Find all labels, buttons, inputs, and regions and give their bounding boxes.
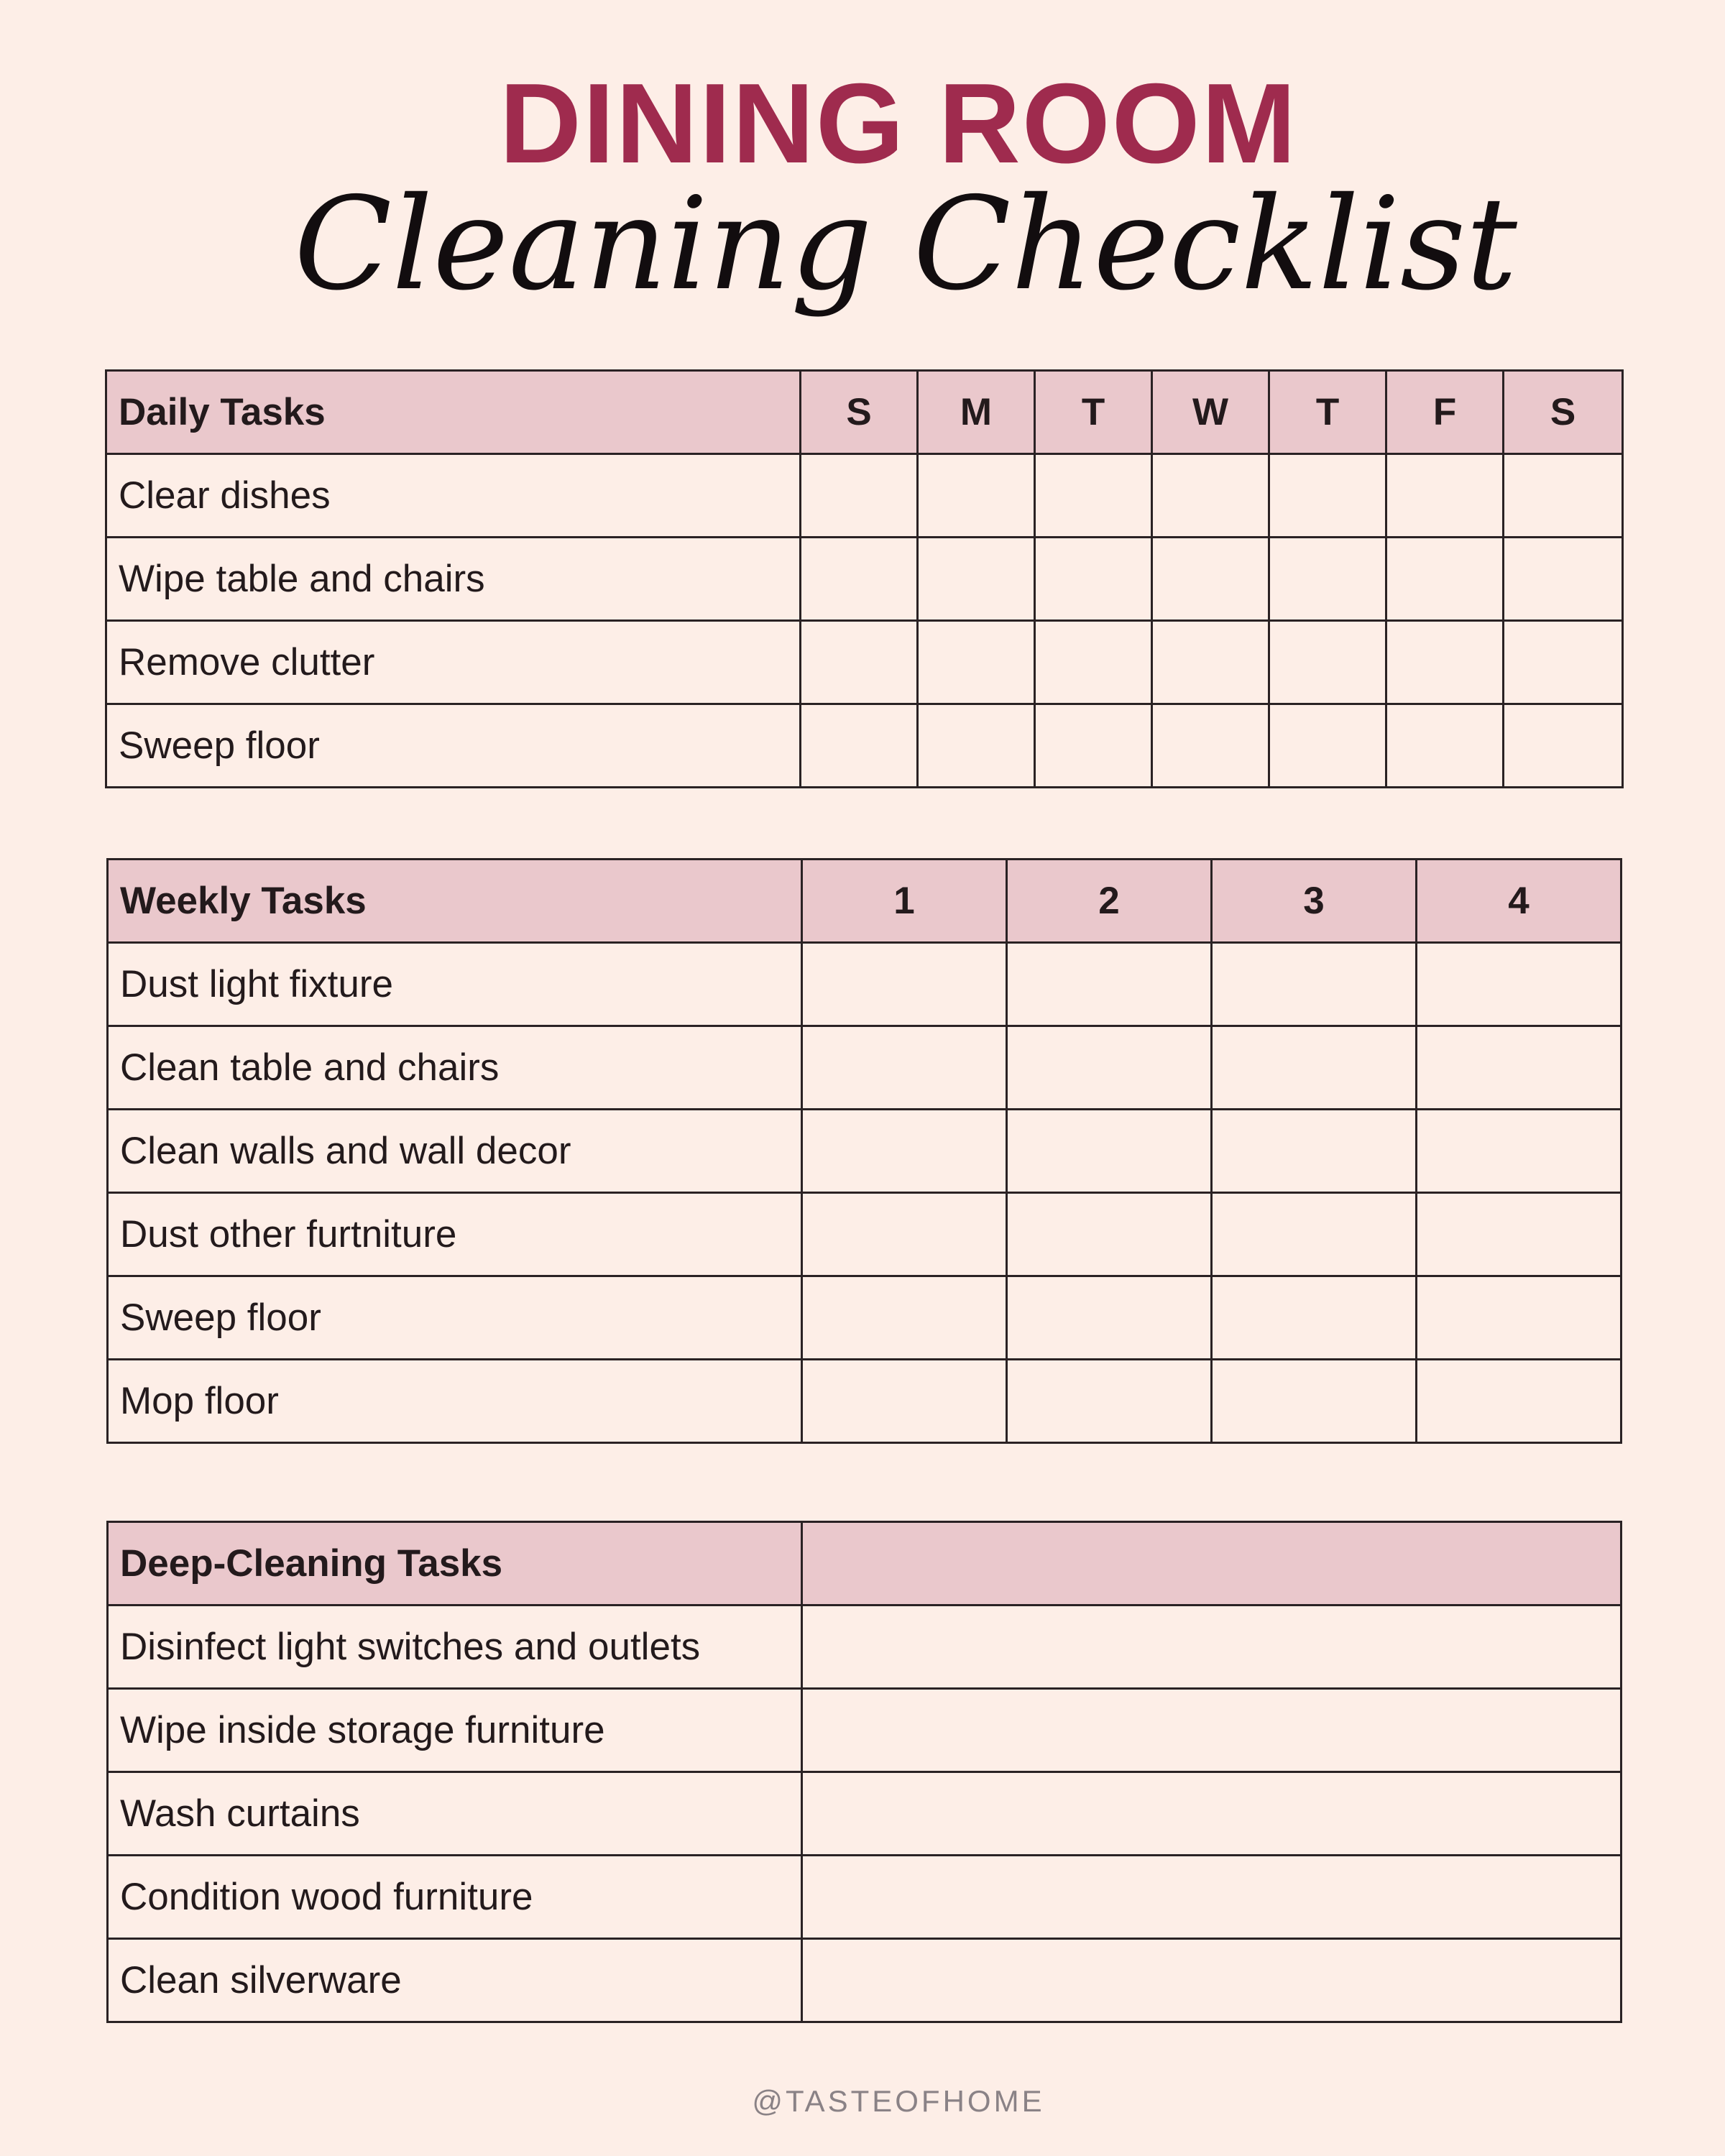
weekly-task-label: Mop floor xyxy=(108,1360,802,1443)
weekly-check-box[interactable] xyxy=(1417,1360,1622,1443)
deep-check-box[interactable] xyxy=(802,1689,1622,1772)
daily-check-box[interactable] xyxy=(918,454,1035,538)
daily-check-box[interactable] xyxy=(1152,454,1269,538)
day-header-sunday: S xyxy=(801,371,918,454)
day-header-tuesday: T xyxy=(1035,371,1152,454)
deep-task-label: Disinfect light switches and outlets xyxy=(108,1606,802,1689)
weekly-check-box[interactable] xyxy=(1417,1026,1622,1110)
weekly-header-label: Weekly Tasks xyxy=(108,860,802,943)
daily-check-box[interactable] xyxy=(918,621,1035,704)
week-header-4: 4 xyxy=(1417,860,1622,943)
daily-check-box[interactable] xyxy=(1386,621,1504,704)
daily-check-box[interactable] xyxy=(1152,704,1269,788)
daily-check-box[interactable] xyxy=(1386,538,1504,621)
deep-task-row xyxy=(108,1856,1622,1939)
weekly-check-box[interactable] xyxy=(1417,943,1622,1026)
weekly-task-row xyxy=(108,1026,1622,1110)
daily-check-box[interactable] xyxy=(1504,538,1623,621)
weekly-check-box[interactable] xyxy=(802,1193,1007,1276)
weekly-check-box[interactable] xyxy=(1212,1026,1417,1110)
weekly-check-box[interactable] xyxy=(1212,1360,1417,1443)
weekly-task-row xyxy=(108,943,1622,1026)
week-header-3: 3 xyxy=(1212,860,1417,943)
daily-check-box[interactable] xyxy=(801,704,918,788)
weekly-check-box[interactable] xyxy=(1212,1276,1417,1360)
weekly-task-label: Clean table and chairs xyxy=(108,1026,802,1110)
day-header-friday: F xyxy=(1386,371,1504,454)
daily-check-box[interactable] xyxy=(1386,454,1504,538)
weekly-task-row xyxy=(108,1360,1622,1443)
daily-check-box[interactable] xyxy=(1152,621,1269,704)
deep-check-box[interactable] xyxy=(802,1856,1622,1939)
daily-task-row xyxy=(106,538,1623,621)
weekly-check-box[interactable] xyxy=(1007,943,1212,1026)
deep-task-label: Wash curtains xyxy=(108,1772,802,1856)
weekly-check-box[interactable] xyxy=(802,943,1007,1026)
day-header-monday: M xyxy=(918,371,1035,454)
weekly-check-box[interactable] xyxy=(802,1026,1007,1110)
day-header-wednesday: W xyxy=(1152,371,1269,454)
daily-check-box[interactable] xyxy=(1035,704,1152,788)
weekly-check-box[interactable] xyxy=(1007,1026,1212,1110)
weekly-check-box[interactable] xyxy=(1007,1193,1212,1276)
day-header-saturday: S xyxy=(1504,371,1623,454)
daily-check-box[interactable] xyxy=(918,538,1035,621)
weekly-task-label: Clean walls and wall decor xyxy=(108,1110,802,1193)
weekly-task-label: Dust other furtniture xyxy=(108,1193,802,1276)
daily-check-box[interactable] xyxy=(801,621,918,704)
deep-check-box[interactable] xyxy=(802,1939,1622,2022)
weekly-check-box[interactable] xyxy=(1007,1360,1212,1443)
daily-task-row xyxy=(106,704,1623,788)
week-header-1: 1 xyxy=(802,860,1007,943)
week-header-2: 2 xyxy=(1007,860,1212,943)
weekly-check-box[interactable] xyxy=(802,1360,1007,1443)
daily-tasks-table xyxy=(105,369,1624,788)
deep-header-blank-cell xyxy=(802,1522,1622,1606)
weekly-check-box[interactable] xyxy=(802,1110,1007,1193)
daily-check-box[interactable] xyxy=(1269,621,1386,704)
deep-header-label: Deep-Cleaning Tasks xyxy=(108,1522,802,1606)
daily-header-label: Daily Tasks xyxy=(106,371,801,454)
deep-task-label: Clean silverware xyxy=(108,1939,802,2022)
weekly-check-box[interactable] xyxy=(1417,1110,1622,1193)
weekly-check-box[interactable] xyxy=(1007,1110,1212,1193)
weekly-check-box[interactable] xyxy=(1212,943,1417,1026)
weekly-check-box[interactable] xyxy=(802,1276,1007,1360)
daily-check-box[interactable] xyxy=(801,538,918,621)
deep-check-box[interactable] xyxy=(802,1772,1622,1856)
deep-header-row xyxy=(108,1522,1622,1606)
deep-check-box[interactable] xyxy=(802,1606,1622,1689)
daily-check-box[interactable] xyxy=(801,454,918,538)
weekly-check-box[interactable] xyxy=(1212,1193,1417,1276)
weekly-tasks-table xyxy=(106,858,1622,1444)
daily-header-row xyxy=(106,371,1623,454)
daily-check-box[interactable] xyxy=(918,704,1035,788)
deep-task-label: Condition wood furniture xyxy=(108,1856,802,1939)
daily-check-box[interactable] xyxy=(1504,704,1623,788)
deep-task-row xyxy=(108,1606,1622,1689)
page-title: DINING ROOM xyxy=(499,60,1298,187)
daily-check-box[interactable] xyxy=(1504,621,1623,704)
daily-check-box[interactable] xyxy=(1504,454,1623,538)
daily-task-row xyxy=(106,621,1623,704)
weekly-check-box[interactable] xyxy=(1007,1276,1212,1360)
daily-task-row xyxy=(106,454,1623,538)
daily-check-box[interactable] xyxy=(1035,538,1152,621)
deep-task-row xyxy=(108,1689,1622,1772)
weekly-task-label: Sweep floor xyxy=(108,1276,802,1360)
day-header-thursday: T xyxy=(1269,371,1386,454)
weekly-task-row xyxy=(108,1193,1622,1276)
weekly-check-box[interactable] xyxy=(1417,1276,1622,1360)
daily-check-box[interactable] xyxy=(1152,538,1269,621)
weekly-task-label: Dust light fixture xyxy=(108,943,802,1026)
daily-check-box[interactable] xyxy=(1269,538,1386,621)
deep-task-label: Wipe inside storage furniture xyxy=(108,1689,802,1772)
daily-check-box[interactable] xyxy=(1035,621,1152,704)
daily-check-box[interactable] xyxy=(1269,704,1386,788)
weekly-header-row xyxy=(108,860,1622,943)
daily-check-box[interactable] xyxy=(1035,454,1152,538)
daily-task-label: Remove clutter xyxy=(106,621,801,704)
daily-check-box[interactable] xyxy=(1269,454,1386,538)
daily-task-label: Clear dishes xyxy=(106,454,801,538)
weekly-check-box[interactable] xyxy=(1417,1193,1622,1276)
deep-task-row xyxy=(108,1939,1622,2022)
footer-handle: @TASTEOFHOME xyxy=(752,2084,1045,2118)
weekly-task-row xyxy=(108,1276,1622,1360)
weekly-task-row xyxy=(108,1110,1622,1193)
daily-task-label: Sweep floor xyxy=(106,704,801,788)
deep-task-row xyxy=(108,1772,1622,1856)
daily-task-label: Wipe table and chairs xyxy=(106,538,801,621)
page-subtitle: Cleaning Checklist xyxy=(294,170,1517,318)
daily-check-box[interactable] xyxy=(1386,704,1504,788)
weekly-check-box[interactable] xyxy=(1212,1110,1417,1193)
deep-cleaning-tasks-table xyxy=(106,1521,1622,2023)
